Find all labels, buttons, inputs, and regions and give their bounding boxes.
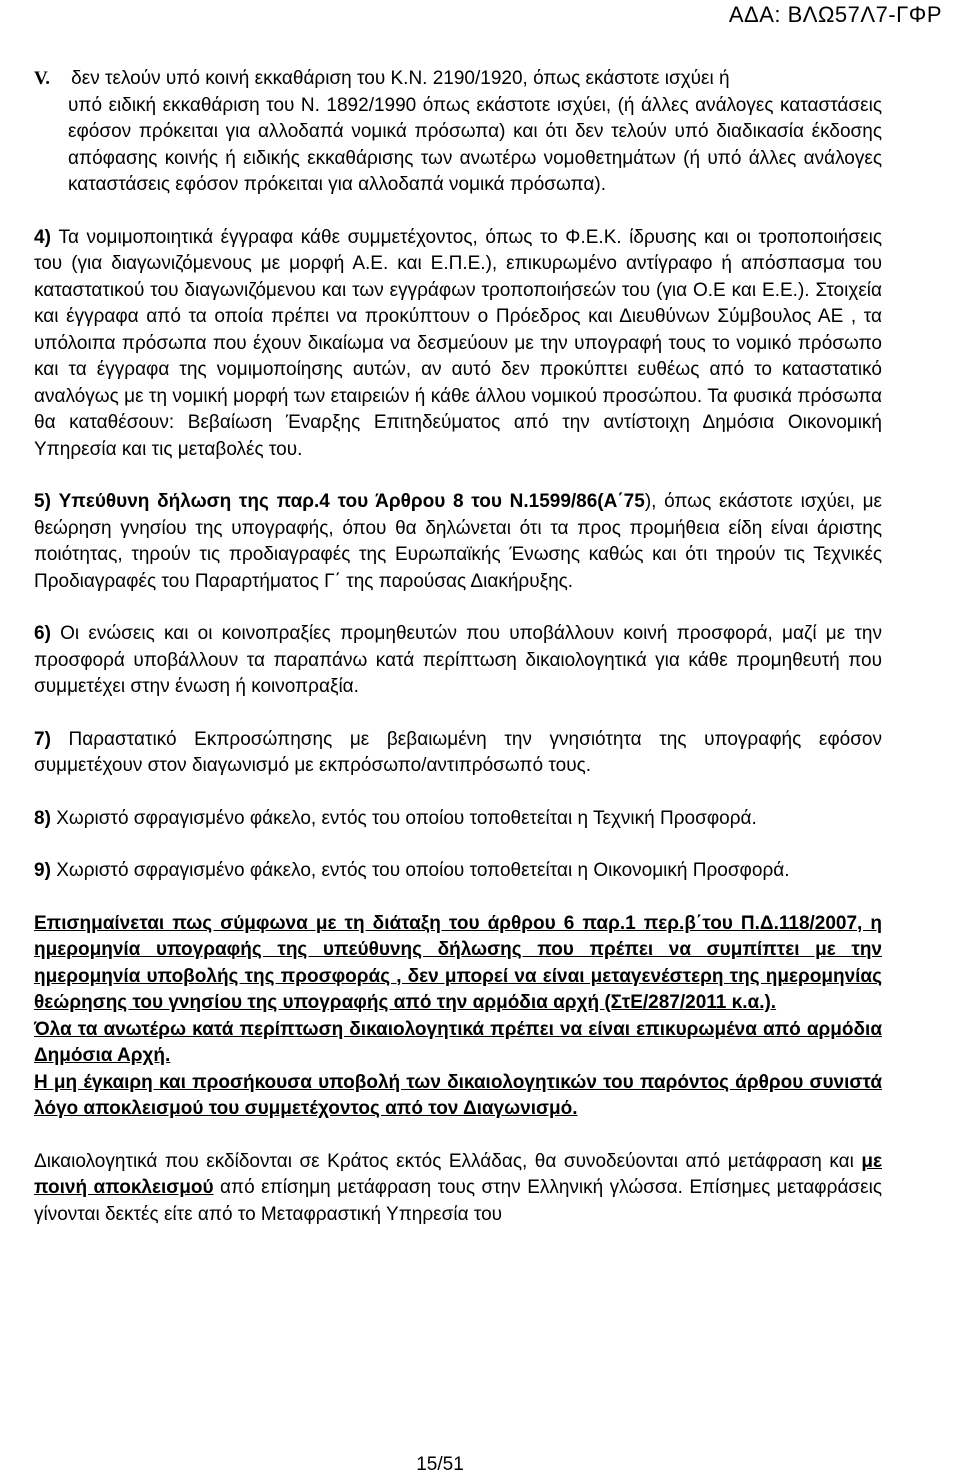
item-9 (34, 858, 882, 885)
item-4-number: 4) (34, 226, 51, 248)
foreign-text-part2: από επίσημη μετάφραση τους στην Ελληνική γλώσσα. Επίσημες μεταφράσεις γίνονται δεκτές είτε από το Μεταφραστική Υπηρεσία του (34, 1177, 882, 1225)
item-6-number: 6) (34, 623, 51, 644)
foreign-text-part1: Δικαιολογητικά που εκδίδονται σε Κράτος εκτός Ελλάδας, θα συνοδεύονται από μετάφραση και (34, 1150, 862, 1172)
document-page (34, 66, 882, 1228)
item-9-number: 9) (34, 860, 51, 881)
item-4 (34, 225, 882, 464)
page-footer (0, 1454, 960, 1476)
item-8-number: 8) (34, 807, 51, 829)
item-5-number: 5) (34, 491, 51, 512)
item-7 (34, 727, 882, 780)
item-6-text: Οι ενώσεις και οι κοινοπραξίες προμηθευτών που υποβάλλουν κοινή προσφορά, μαζί με την προσφορά υποβάλλουν τα παραπάνω κατά περίπτωση δικαιολογητικά για κάθε προμηθευτή που συμμετέχει στην ένωση ή κοινοπραξία. (34, 623, 882, 697)
foreign-exclusion-emphasis: με ποινή αποκλεισμού (34, 1150, 882, 1198)
notice-block (34, 911, 882, 1123)
item-5 (34, 489, 882, 595)
item-9-text: Χωριστό σφραγισμένο φάκελο, εντός του οποίου τοποθετείται η Οικονομική Προσφορά. (56, 860, 790, 881)
item-8 (34, 806, 882, 833)
item-4-text: Τα νομιμοποιητικά έγγραφα κάθε συμμετέχοντος, όπως το Φ.Ε.Κ. ίδρυσης και οι τροποποιήσεις του (για διαγωνιζόμενους με μορφή Α.Ε. και Ε.Π.Ε.), επικυρωμένο αντίγραφο ή απόσπασμα του καταστατικού του διαγωνιζόμενου και των εγγράφων τροποποιήσεών του (για Ο.Ε και Ε.Ε.). Στοιχεία και έγγραφα από τα οποία πρέπει να προκύπτουν ο Πρόεδρος και Διευθύνων Σύμβουλος ΑΕ , τα υπόλοιπα πρόσωπα που έχουν δικαίωμα να δεσμεύουν με την υπογραφή τους το νομικό πρόσωπο και τα έγγραφα της νομιμοποίησης αυτών, αν αυτό δεν προκύπτει ευθέως από το καταστατικό αναλόγως με τη νομική μορφή των εταιρειών ή κάθε άλλου νομικού προσώπου. Τα φυσικά πρόσωπα θα καταθέσουν: Βεβαίωση Έναρξης Επιτηδεύματος από την αντίστοιχη Δημόσια Οικονομική Υπηρεσία και τις μεταβολές του. (34, 226, 882, 460)
item-v (34, 66, 882, 199)
item-7-number: 7) (34, 728, 51, 750)
item-5-bold-text: Υπεύθυνη δήλωση της παρ.4 του Άρθρου 8 του Ν.1599/86(Α΄75 (58, 491, 645, 512)
ada-code: ΑΔΑ: ΒΛΩ57Λ7-ΓΦΡ (728, 2, 942, 27)
item-7-text: Παραστατικό Εκπροσώπησης με βεβαιωμένη την γνησιότητα της υπογραφής εφόσον συμμετέχουν στον διαγωνισμό με εκπρόσωπο/αντιπρόσωπό τους. (34, 728, 882, 776)
notice-paragraph-1: Επισημαίνεται πως σύμφωνα με τη διάταξη του άρθρου 6 παρ.1 περ.β΄του Π.Δ.118/2007, η ημερομηνία υπογραφής της υπεύθυνης δήλωσης που πρέπει να συμπίπτει με την ημερομηνία υποβολής της προσφοράς , δεν μπορεί να είναι μεταγενέστερη της ημερομηνίας θεώρησης του γνησίου της υπογραφής από την αρμόδια αρχή (ΣτΕ/287/2011 κ.α.). (34, 912, 882, 1013)
item-v-line1: δεν τελούν υπό κοινή εκκαθάριση του Κ.Ν. 2190/1920, όπως εκάστοτε ισχύει ή (71, 68, 730, 89)
notice-paragraph-3: Η μη έγκαιρη και προσήκουσα υποβολή των δικαιολογητικών του παρόντος άρθρου συνιστά λόγο αποκλεισμού του συμμετέχοντος από τον Διαγωνισμό. (34, 1071, 882, 1119)
notice-paragraph-2: Όλα τα ανωτέρω κατά περίπτωση δικαιολογητικά πρέπει να είναι επικυρωμένα από αρμόδια Δημόσια Αρχή. (34, 1018, 882, 1066)
item-8-text: Χωριστό σφραγισμένο φάκελο, εντός του οποίου τοποθετείται η Τεχνική Προσφορά. (56, 807, 757, 829)
item-5-text: ), όπως εκάστοτε ισχύει, με θεώρηση γνησίου της υπογραφής, όπου θα δηλώνεται ότι τα προς προμήθεια είδη είναι άριστης ποιότητας, τηρούν τις προδιαγραφές της Ευρωπαϊκής Ένωσης καθώς και ότι τηρούν τις Τεχνικές Προδιαγραφές του Παραρτήματος Γ΄ της παρούσας Διακήρυξης. (34, 491, 882, 592)
foreign-documents-paragraph (34, 1149, 882, 1229)
item-v-text: υπό ειδική εκκαθάριση του Ν. 1892/1990 όπως εκάστοτε ισχύει, (ή άλλες ανάλογες καταστάσεις εφόσον πρόκειται για αλλοδαπά νομικά πρόσωπα) και ότι δεν τελούν υπό διαδικασία έκδοσης απόφασης κοινής ή ειδικής εκκαθάρισης των ανωτέρω νομοθετημάτων (ή υπό άλλες ανάλογες καταστάσεις εφόσον πρόκειται για αλλοδαπά νομικά πρόσωπα). (68, 94, 882, 195)
item-v-label: V. (34, 68, 51, 89)
item-6 (34, 621, 882, 701)
page-number: 15/51 (416, 1454, 464, 1475)
